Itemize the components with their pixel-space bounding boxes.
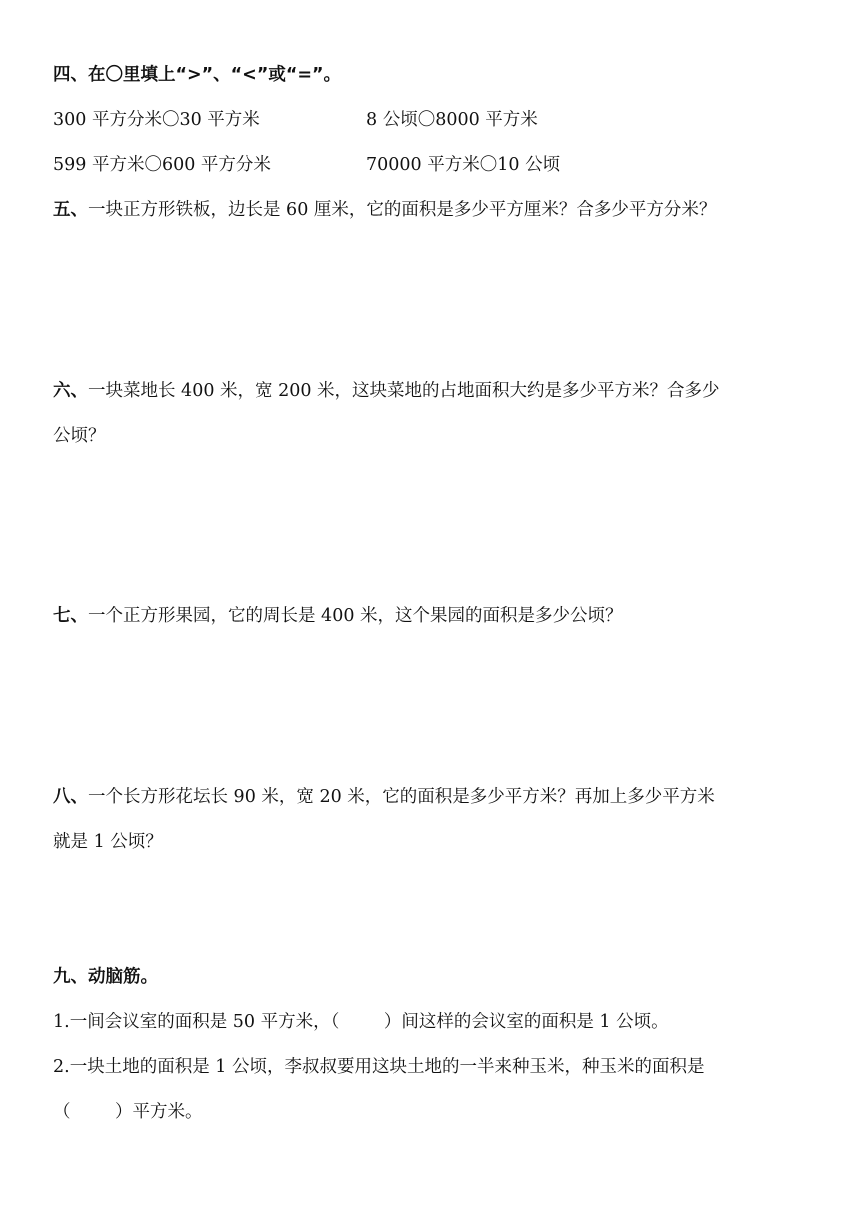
section-5-question [53,198,716,222]
compare-item-2: 8 公顷〇8000 平方米 [366,110,538,130]
section-5-text: 一块正方形铁板，边长是 60 厘米，它的面积是多少平方厘米？合多少平方分米？ [88,200,717,220]
section-8-question [53,785,715,809]
section-9-question-2-line-2: （ ）平方米。 [53,1102,203,1122]
section-6-question [53,379,720,403]
section-8-label: 八、 [53,787,88,807]
section-9-question-2-line-1: 2.一块土地的面积是 1 公顷，李叔叔要用这块土地的一半来种玉米，种玉米的面积是 [53,1057,705,1077]
section-6-text-line-2: 公顷？ [53,426,106,446]
section-8-text-line-2: 就是 1 公顷？ [53,832,163,852]
section-7-label: 七、 [53,606,88,626]
section-7-question [53,604,623,628]
section-7-text: 一个正方形果园，它的周长是 400 米，这个果园的面积是多少公顷？ [88,606,623,626]
section-6-text-line-1: 一块菜地长 400 米，宽 200 米，这块菜地的占地面积大约是多少平方米？合多少 [88,381,720,401]
compare-item-3: 599 平方米〇600 平方分米 [53,155,271,175]
section-4-title: 四、在〇里填上“>”、“<”或“=”。 [53,65,341,85]
compare-item-4: 70000 平方米〇10 公顷 [366,155,561,175]
section-5-label: 五、 [53,200,88,220]
section-9-question-1: 1.一间会议室的面积是 50 平方米，（ ）间这样的会议室的面积是 1 公顷。 [53,1012,669,1032]
section-8-text-line-1: 一个长方形花坛长 90 米，宽 20 米，它的面积是多少平方米？再加上多少平方米 [88,787,715,807]
section-6-label: 六、 [53,381,88,401]
compare-item-1: 300 平方分米〇30 平方米 [53,110,260,130]
section-9-title: 九、动脑筋。 [53,967,158,987]
